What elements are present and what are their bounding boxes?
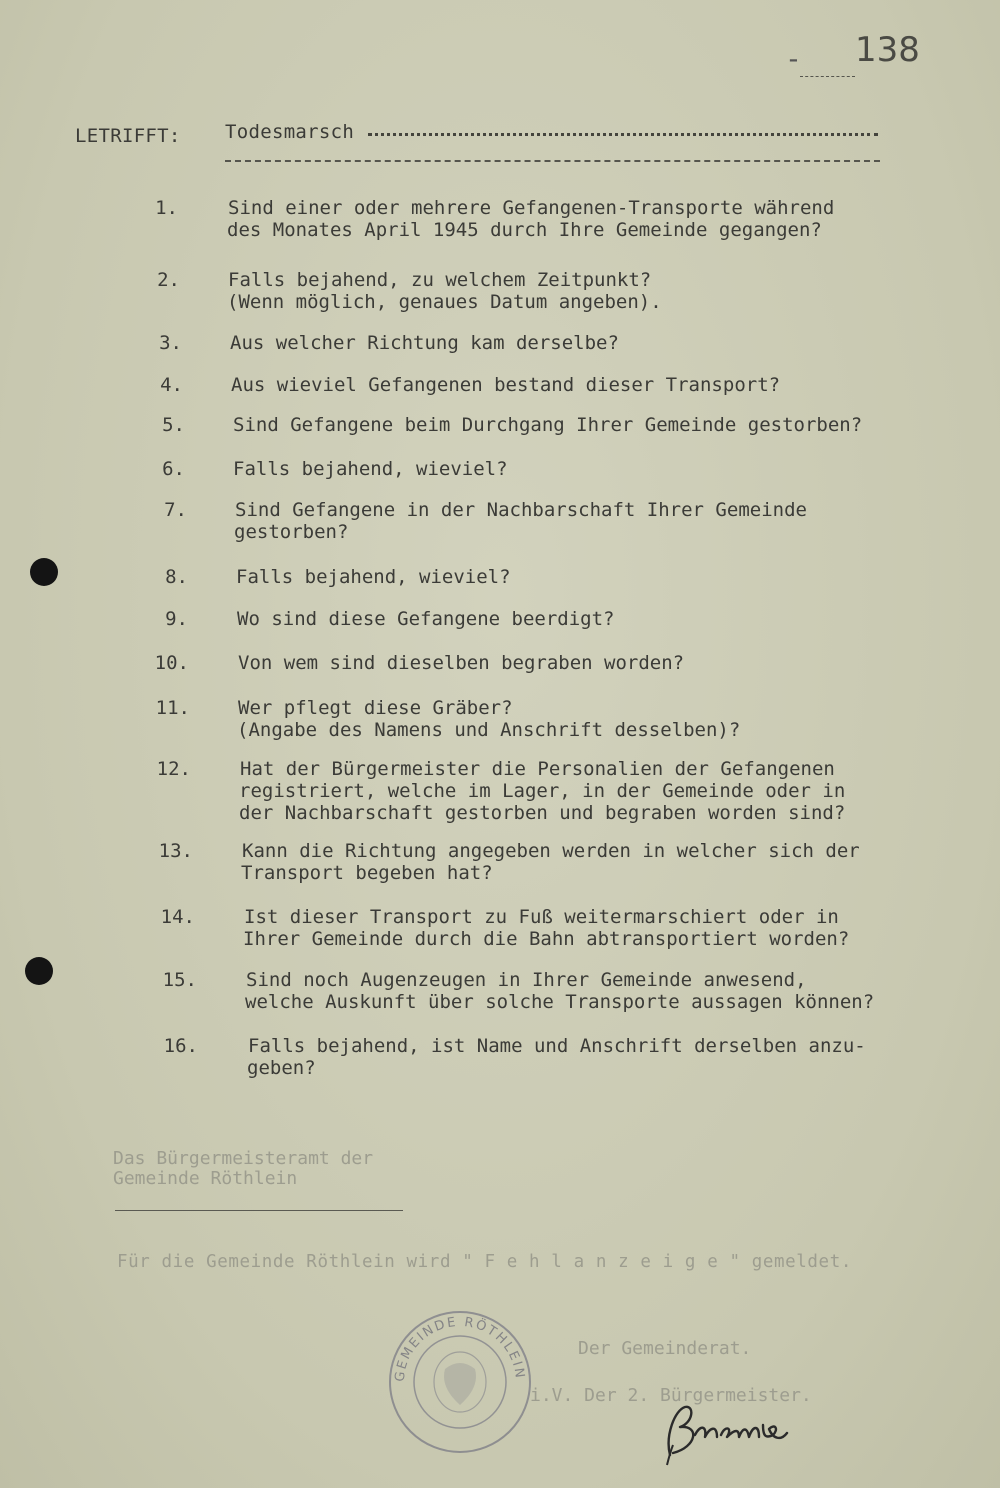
page-mark: - xyxy=(785,42,802,75)
question-text-line: Aus wieviel Gefangenen bestand dieser Transport? xyxy=(231,374,781,396)
handwritten-signature xyxy=(655,1395,795,1470)
question-number: 3. xyxy=(159,332,182,354)
question-number: 14. xyxy=(160,906,195,928)
question-number: 6. xyxy=(162,458,185,480)
question-text-line: Kann die Richtung angegeben werden in welcher sich der xyxy=(242,840,860,862)
subject-underline xyxy=(225,160,880,162)
report-text: Für die Gemeinde Röthlein wird " F e h l a n z e i g e " gemeldet. xyxy=(117,1252,852,1272)
question-number: 8. xyxy=(165,566,188,588)
question-text-line: Falls bejahend, wieviel? xyxy=(233,458,508,480)
question-text-line: (Angabe des Namens und Anschrift desselben)? xyxy=(237,719,741,741)
subject-text: Todesmarsch xyxy=(225,121,355,143)
question-text-line: Transport begeben hat? xyxy=(241,862,493,884)
page-number-rule xyxy=(800,76,855,77)
question-text-line: (Wenn möglich, genaues Datum angeben). xyxy=(227,291,662,313)
question-number: 5. xyxy=(162,414,185,436)
punch-hole-bottom xyxy=(25,957,53,985)
office-line-2: Gemeinde Röthlein xyxy=(113,1168,298,1189)
question-text-line: Falls bejahend, wieviel? xyxy=(236,566,511,588)
question-number: 2. xyxy=(157,269,180,291)
question-text-line: geben? xyxy=(247,1057,316,1079)
question-number: 4. xyxy=(160,374,183,396)
question-number: 15. xyxy=(162,969,197,991)
office-signature-line xyxy=(115,1210,403,1211)
question-text-line: Falls bejahend, zu welchem Zeitpunkt? xyxy=(228,269,652,291)
seal-stamp xyxy=(385,1307,535,1457)
question-text-line: der Nachbarschaft gestorben und begraben worden sind? xyxy=(239,802,846,824)
question-number: 10. xyxy=(154,652,189,674)
question-text-line: Von wem sind dieselben begraben worden? xyxy=(238,652,685,674)
question-text-line: des Monates April 1945 durch Ihre Gemeinde gegangen? xyxy=(227,219,822,241)
question-number: 9. xyxy=(165,608,188,630)
stamp-text: GEMEINDE RÖTHLEIN xyxy=(392,1314,528,1383)
question-number: 16. xyxy=(163,1035,198,1057)
question-text-line: gestorben? xyxy=(234,521,349,543)
question-text-line: Wer pflegt diese Gräber? xyxy=(238,697,513,719)
council-label: Der Gemeinderat. xyxy=(578,1338,752,1359)
question-number: 1. xyxy=(155,197,178,219)
question-text-line: Ihrer Gemeinde durch die Bahn abtransportiert worden? xyxy=(243,928,850,950)
question-number: 11. xyxy=(155,697,190,719)
question-text-line: Ist dieser Transport zu Fuß weitermarschiert oder in xyxy=(244,906,839,928)
office-line-1: Das Bürgermeisteramt der xyxy=(113,1148,374,1169)
question-number: 12. xyxy=(156,758,191,780)
page-number: 138 xyxy=(855,30,920,70)
subject-label: LETRIFFT: xyxy=(75,125,181,147)
question-text-line: welche Auskunft über solche Transporte aussagen können? xyxy=(245,991,875,1013)
question-text-line: Sind Gefangene in der Nachbarschaft Ihrer Gemeinde xyxy=(235,499,807,521)
question-text-line: Hat der Bürgermeister die Personalien der Gefangenen xyxy=(240,758,835,780)
question-text-line: registriert, welche im Lager, in der Gemeinde oder in xyxy=(239,780,846,802)
question-text-line: Sind noch Augenzeugen in Ihrer Gemeinde anwesend, xyxy=(246,969,807,991)
question-number: 7. xyxy=(164,499,187,521)
question-text-line: Sind einer oder mehrere Gefangenen-Transporte während xyxy=(228,197,835,219)
question-text-line: Sind Gefangene beim Durchgang Ihrer Gemeinde gestorben? xyxy=(233,414,863,436)
question-number: 13. xyxy=(158,840,193,862)
question-text-line: Aus welcher Richtung kam derselbe? xyxy=(230,332,619,354)
question-text-line: Falls bejahend, ist Name und Anschrift derselben anzu- xyxy=(248,1035,866,1057)
deputy-label: i.V. Der 2. Bürgermeister. xyxy=(530,1385,812,1406)
question-text-line: Wo sind diese Gefangene beerdigt? xyxy=(237,608,615,630)
punch-hole-top xyxy=(30,558,58,586)
subject-dotted-leader xyxy=(368,133,878,136)
